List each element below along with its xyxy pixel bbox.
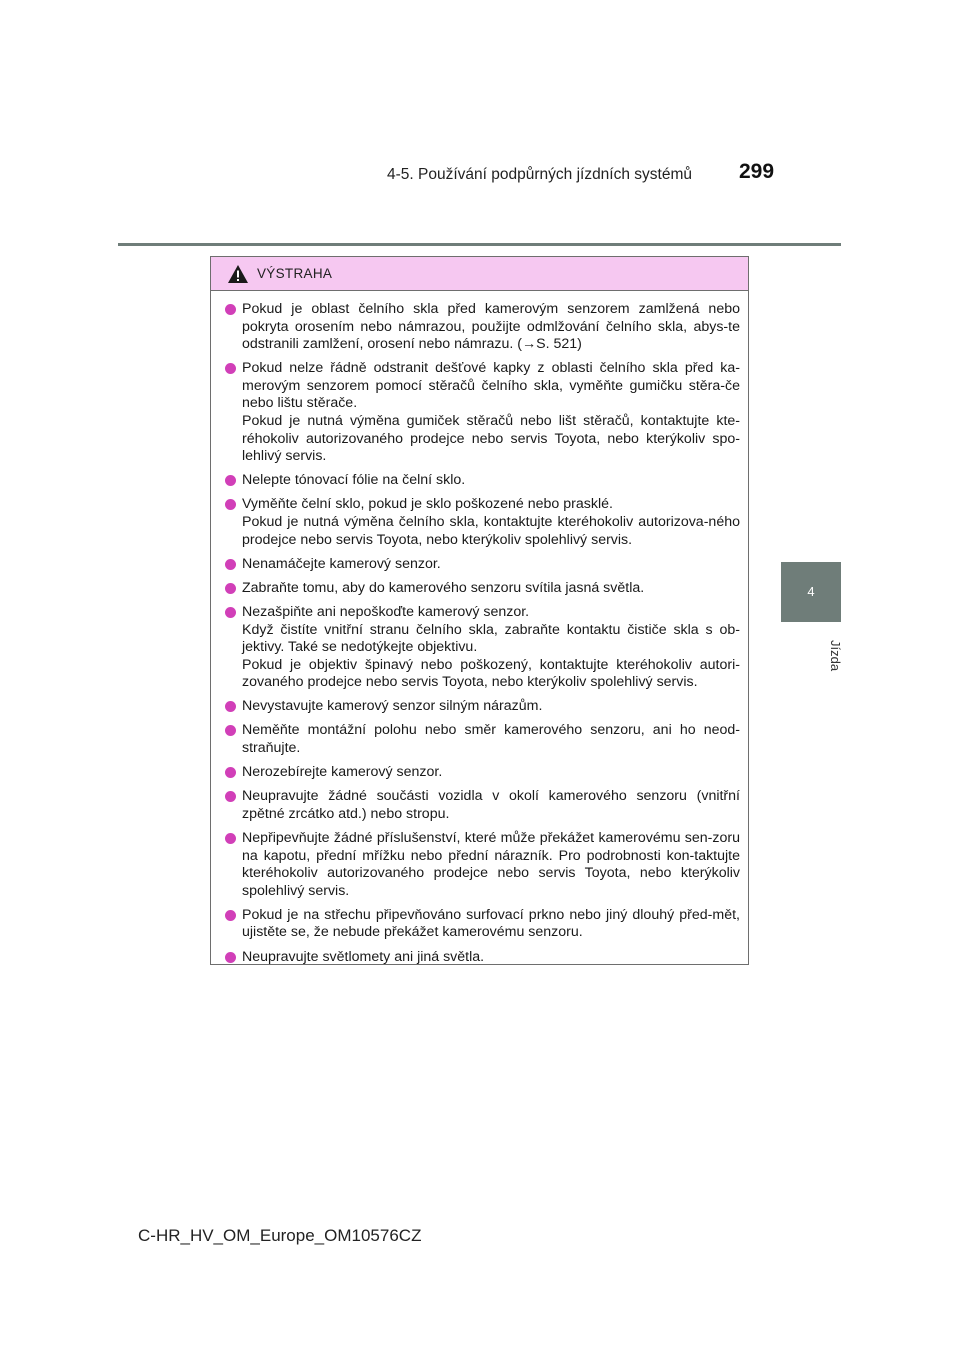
warning-item-body [242,472,740,490]
bullet-dot-icon [225,304,236,315]
bullet-dot-icon [225,475,236,486]
warning-item [225,604,740,692]
warning-paragraph: Vyměňte čelní sklo, pokud je sklo poškozené nebo prasklé. [242,496,613,513]
warning-paragraph: Neměňte montážní polohu nebo směr kamerového senzoru, ani ho neod-straňujte. [242,722,740,757]
warning-paragraph: Pokud je nutná výměna gumiček stěračů nebo lišt stěračů, kontaktujte kte-réhokoliv autorizovaného prodejce nebo servis Toyota, nebo kterýkoliv spo-lehlivý servis. [242,413,740,465]
bullet-dot-icon [225,725,236,736]
warning-paragraph: Neupravujte světlomety ani jiná světla. [242,948,485,965]
warning-paragraph: Pokud je objektiv špinavý nebo poškozený, kontaktujte kteréhokoliv autori-zovaného prodejce nebo servis Toyota, nebo kterýkoliv spolehlivý servis. [242,656,740,691]
warning-item-body [242,788,740,823]
warning-item [225,301,740,354]
bullet-dot-icon [225,952,236,963]
warning-paragraph: Nerozebírejte kamerový senzor. [242,764,443,781]
warning-item [225,830,740,900]
warning-item-body [242,698,740,716]
chapter-tab [781,562,841,622]
chapter-number: 4 [807,584,815,599]
warning-item [225,764,740,782]
warning-paragraph: Zabraňte tomu, aby do kamerového senzoru svítila jasná světla. [242,579,645,596]
warning-paragraph: Pokud je nutná výměna čelního skla, kontaktujte kteréhokoliv autorizova-ného prodejce nebo servis Toyota, nebo kterýkoliv spolehlivý servis. [242,514,740,548]
warning-item-body [242,556,740,574]
warning-item-body [242,301,740,354]
warning-item-body [242,722,740,757]
warning-item [225,360,740,466]
warning-box [210,256,749,965]
warning-paragraph: Nevystavujte kamerový senzor silným nárazům. [242,698,543,715]
warning-paragraph: Nelepte tónovací fólie na čelní sklo. [242,472,466,489]
warning-paragraph: Pokud nelze řádně odstranit dešťové kapky z oblasti čelního skla před ka-merovým senzorem pomocí stěračů čelního skla, vyměňte gumičku stěra-če nebo lištu stěrače. [242,360,740,412]
section-title: 4-5. Používání podpůrných jízdních systémů [387,166,692,183]
bullet-dot-icon [225,499,236,510]
warning-item [225,472,740,490]
warning-item [225,698,740,716]
warning-item [225,580,740,598]
warning-item [225,949,740,967]
bullet-dot-icon [225,833,236,844]
bullet-dot-icon [225,607,236,618]
warning-item-body [242,360,740,466]
warning-item-body [242,604,740,692]
bullet-dot-icon [225,791,236,802]
warning-item-body [242,949,740,967]
header-rule [118,243,841,246]
chapter-label: Jízda [828,640,843,672]
warning-item [225,907,740,942]
warning-item [225,788,740,823]
bullet-dot-icon [225,363,236,374]
bullet-dot-icon [225,910,236,921]
warning-list [211,291,748,966]
warning-triangle-icon [227,264,249,284]
warning-paragraph: Nepřipevňujte žádné příslušenství, které může překážet kamerovému sen-zoru na kapotu, přední mřížku nebo přední nárazník. Pro podrobnosti kon-taktujte kteréhokoliv autorizovaného prodejce nebo servis Toyota, nebo kterýkoliv spolehlivý servis. [242,829,740,899]
page-number: 299 [739,160,775,183]
warning-paragraph: Neupravujte žádné součásti vozidla v okolí kamerového senzoru (vnitřní zpětné zrcátko atd.) nebo stropu. [242,788,740,822]
bullet-dot-icon [225,767,236,778]
warning-header [211,257,748,291]
warning-item [225,556,740,574]
bullet-dot-icon [225,701,236,712]
warning-paragraph: Pokud je oblast čelního skla před kamerovým senzorem zamlžená nebo pokryta orosením nebo námrazou, použijte odmlžování čelního skla, abys-te odstranili zamlžení, orosení nebo námrazu. (→S. 521) [242,301,740,353]
bullet-dot-icon [225,583,236,594]
warning-item-body [242,764,740,782]
warning-item [225,722,740,757]
warning-item-body [242,907,740,942]
warning-item-body [242,580,740,598]
warning-paragraph: Nenamáčejte kamerový senzor. [242,555,441,572]
bullet-dot-icon [225,559,236,570]
warning-item-body [242,830,740,900]
warning-item [225,496,740,549]
warning-paragraph: Nezašpiňte ani nepoškoďte kamerový senzor. [242,603,530,620]
warning-item-body [242,496,740,549]
warning-title: VÝSTRAHA [257,266,333,281]
warning-paragraph: Když čistíte vnitřní stranu čelního skla, zabraňte kontaktu čističe skla s ob-jektivy. Také se nedotýkejte objektivu. [242,621,740,656]
warning-paragraph: Pokud je na střechu připevňováno surfovací prkno nebo jiný dlouhý před-mět, ujistěte se, že nebude překážet kamerovému senzoru. [242,906,740,941]
document-code: C-HR_HV_OM_Europe_OM10576CZ [138,1226,422,1245]
